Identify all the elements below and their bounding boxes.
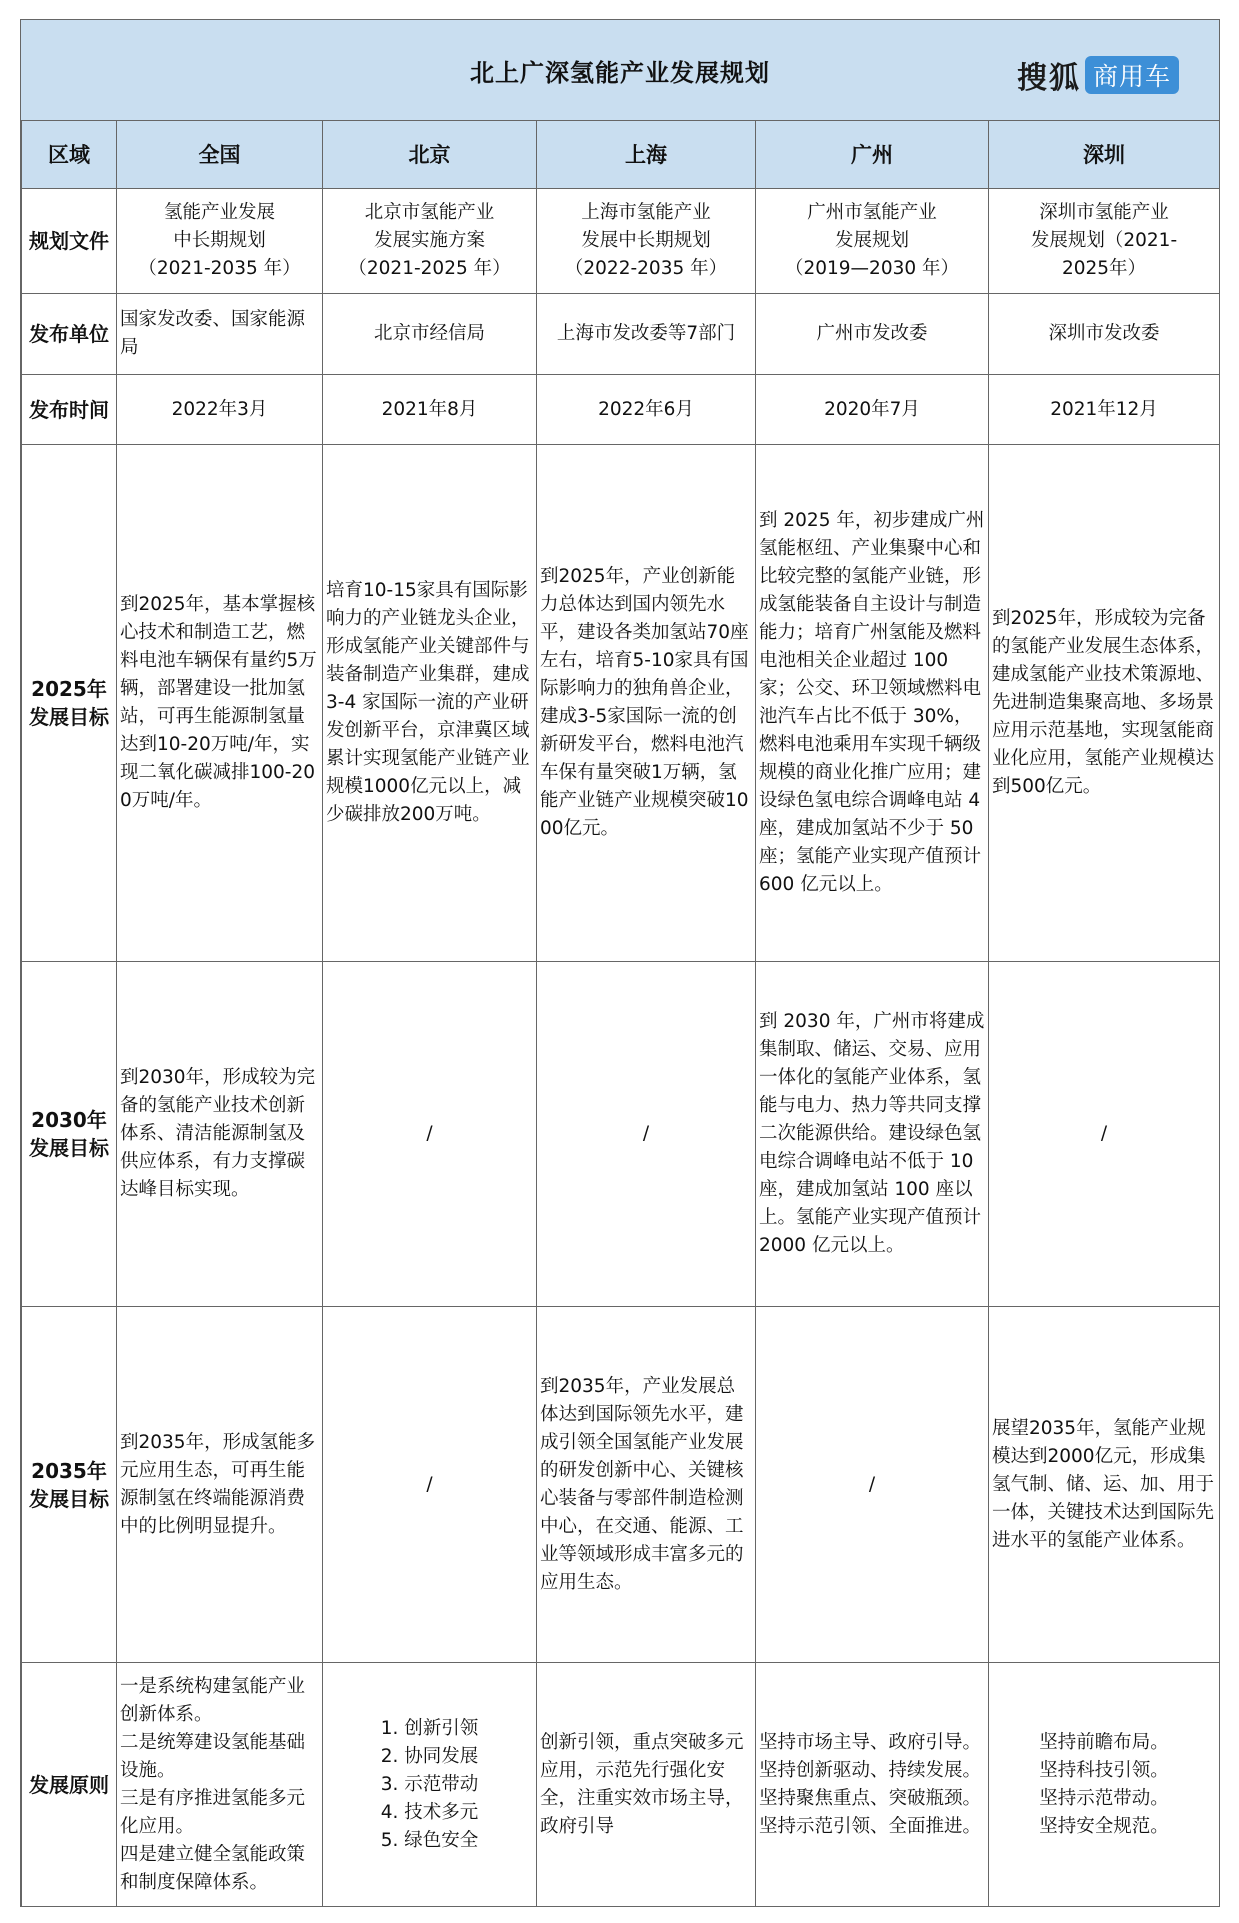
table-cell: 上海市氢能产业 发展中长期规划 （2022-2035 年） [537,189,756,294]
table-cell: 到2025年，基本掌握核心技术和制造工艺，燃料电池车辆保有量约5万辆，部署建设一批加氢站，可再生能源制氢量达到10-20万吨/年，实现二氧化碳减排100-200万吨/年。 [117,445,323,962]
table-cell: 一是系统构建氢能产业创新体系。 二是统筹建设氢能基础设施。 三是有序推进氢能多元化应用。 四是建立健全氢能政策和制度保障体系。 [117,1663,323,1907]
table-row-date [22,375,1220,445]
header-region: 区域 [22,121,117,189]
table-cell: 到2025年，产业创新能力总体达到国内领先水平，建设各类加氢站70座左右，培育5-10家具有国际影响力的独角兽企业，建成3-5家国际一流的创新研发平台，燃料电池汽车保有量突破1万辆，氢能产业链产业规模突破1000亿元。 [537,445,756,962]
table-row-goal-2035 [22,1307,1220,1663]
row-label-plan: 规划文件 [22,189,117,294]
header-guangzhou: 广州 [756,121,989,189]
logo-text: 搜狐 [1016,61,1081,96]
table-cell: 国家发改委、国家能源局 [117,294,323,375]
title-banner [21,20,1219,121]
policy-table-frame [20,19,1220,1907]
row-label-goal-2035: 2035年 发展目标 [22,1307,117,1663]
table-cell [323,1663,537,1907]
table-cell: 坚持前瞻布局。 坚持科技引领。 坚持示范带动。 坚持安全规范。 [989,1663,1220,1907]
comparison-table [21,120,1220,1907]
table-cell: / [989,962,1220,1307]
list-item: 4. 技术多元 [381,1799,479,1827]
table-cell: 深圳市氢能产业 发展规划（2021- 2025年） [989,189,1220,294]
table-cell: 广州市氢能产业 发展规划 （2019—2030 年） [756,189,989,294]
sohu-logo [1016,57,1179,96]
table-cell: / [323,962,537,1307]
table-cell: 到 2025 年，初步建成广州氢能枢纽、产业集聚中心和比较完整的氢能产业链，形成氢能装备自主设计与制造能力；培育广州氢能及燃料电池相关企业超过 100 家；公交、环卫领域燃料电池汽车占比不低于 30%，燃料电池乘用车实现千辆级规模的商业化推广应用；建设绿色氢电综合调峰电站 4 座，建成加氢站不少于 50 座；氢能产业实现产值预计 600 亿元以上。 [756,445,989,962]
header-shenzhen: 深圳 [989,121,1220,189]
table-cell: 上海市发改委等7部门 [537,294,756,375]
list-item: 2. 协同发展 [381,1743,479,1771]
row-label-principle: 发展原则 [22,1663,117,1907]
table-cell: 展望2035年，氢能产业规模达到2000亿元，形成集氢气制、储、运、加、用于一体，关键技术达到国际先进水平的氢能产业体系。 [989,1307,1220,1663]
table-row-goal-2025 [22,445,1220,962]
table-cell: 培育10-15家具有国际影响力的产业链龙头企业，形成氢能产业关键部件与装备制造产业集群，建成3-4 家国际一流的产业研发创新平台，京津冀区域累计实现氢能产业链产业规模1000亿元以上，减少碳排放200万吨。 [323,445,537,962]
list-item: 1. 创新引领 [381,1715,479,1743]
beijing-principle-list [381,1715,479,1855]
table-cell: 北京市氢能产业 发展实施方案 （2021-2025 年） [323,189,537,294]
table-row-plan [22,189,1220,294]
header-shanghai: 上海 [537,121,756,189]
list-item: 5. 绿色安全 [381,1827,479,1855]
table-cell: 到2035年，产业发展总体达到国际领先水平，建成引领全国氢能产业发展的研发创新中心、关键核心装备与零部件制造检测中心，在交通、能源、工业等领域形成丰富多元的应用生态。 [537,1307,756,1663]
row-label-goal-2030: 2030年 发展目标 [22,962,117,1307]
table-cell: 到2030年，形成较为完备的氢能产业技术创新体系、清洁能源制氢及供应体系，有力支撑碳达峰目标实现。 [117,962,323,1307]
header-national: 全国 [117,121,323,189]
header-row [22,121,1220,189]
table-cell: 2021年12月 [989,375,1220,445]
table-cell: / [756,1307,989,1663]
table-cell: 2021年8月 [323,375,537,445]
row-label-goal-2025: 2025年 发展目标 [22,445,117,962]
table-cell: 坚持市场主导、政府引导。 坚持创新驱动、持续发展。 坚持聚焦重点、突破瓶颈。 坚持示范引领、全面推进。 [756,1663,989,1907]
table-cell: 到2025年，形成较为完备的氢能产业发展生态体系，建成氢能产业技术策源地、先进制造集聚高地、多场景应用示范基地，实现氢能商业化应用，氢能产业规模达到500亿元。 [989,445,1220,962]
table-cell: 2020年7月 [756,375,989,445]
row-label-date: 发布时间 [22,375,117,445]
table-cell: 2022年3月 [117,375,323,445]
page-title: 北上广深氢能产业发展规划 [470,59,770,87]
header-beijing: 北京 [323,121,537,189]
table-cell: / [323,1307,537,1663]
table-row-goal-2030 [22,962,1220,1307]
logo-badge: 商用车 [1085,56,1179,94]
table-cell: 创新引领，重点突破多元应用，示范先行强化安全，注重实效市场主导，政府引导 [537,1663,756,1907]
table-cell: 北京市经信局 [323,294,537,375]
row-label-issuer: 发布单位 [22,294,117,375]
table-cell: 深圳市发改委 [989,294,1220,375]
table-cell: 广州市发改委 [756,294,989,375]
list-item: 3. 示范带动 [381,1771,479,1799]
table-cell: 2022年6月 [537,375,756,445]
table-cell: 到2035年，形成氢能多元应用生态，可再生能源制氢在终端能源消费中的比例明显提升。 [117,1307,323,1663]
table-row-issuer [22,294,1220,375]
table-cell: 到 2030 年，广州市将建成集制取、储运、交易、应用一体化的氢能产业体系，氢能与电力、热力等共同支撑二次能源供给。建设绿色氢电综合调峰电站不低于 10 座，建成加氢站 100 座以上。氢能产业实现产值预计 2000 亿元以上。 [756,962,989,1307]
table-cell: / [537,962,756,1307]
table-row-principle [22,1663,1220,1907]
table-cell: 氢能产业发展 中长期规划 （2021-2035 年） [117,189,323,294]
